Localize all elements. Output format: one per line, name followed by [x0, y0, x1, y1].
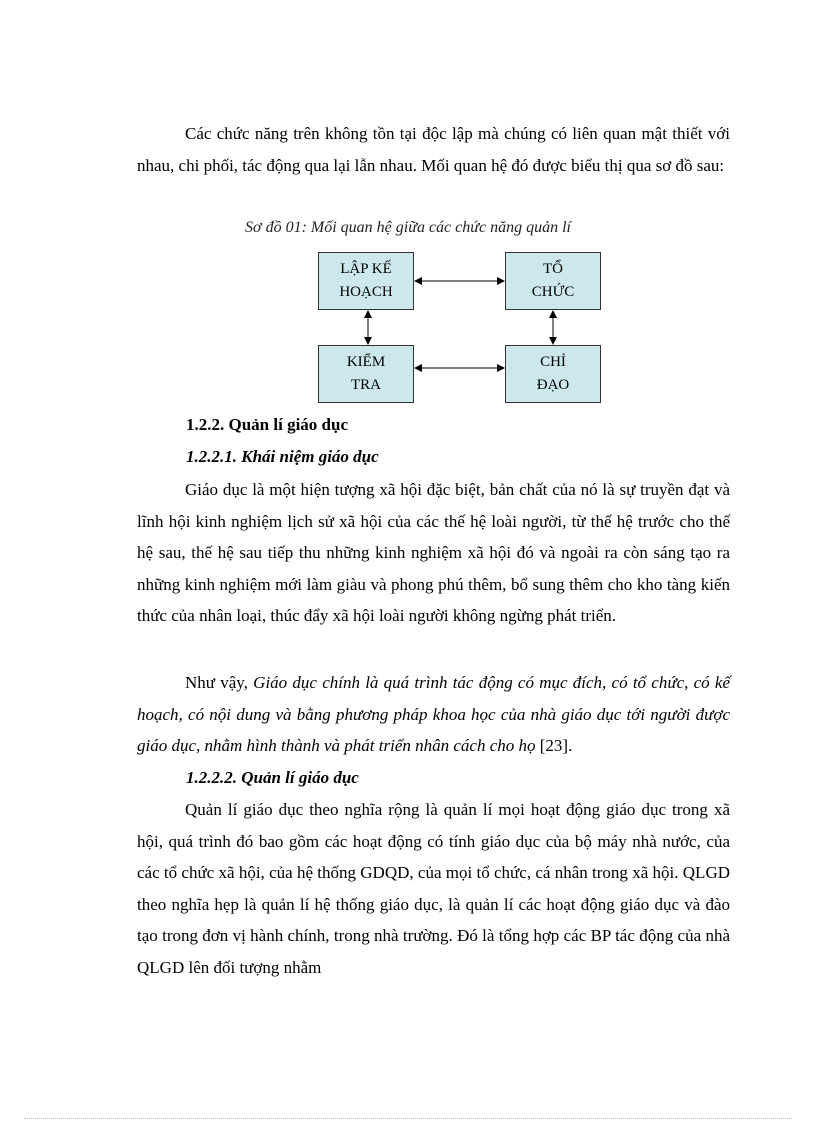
box-control-line1: KIỂM — [346, 354, 386, 370]
box-plan-line2: HOẠCH — [339, 284, 393, 300]
box-direct-line1: CHỈ — [540, 354, 566, 370]
intro-paragraph: Các chức năng trên không tồn tại độc lập mà chúng có liên quan mật thiết với nhau, chi phối, tác động qua lại lẫn nhau. Mối quan hệ đó được biểu thị qua sơ đồ sau: — [137, 124, 730, 175]
section-1221-para1: Giáo dục là một hiện tượng xã hội đặc biệt, bản chất của nó là sự truyền đạt và lĩnh hội kinh nghiệm lịch sử xã hội của các thế hệ loài người, từ thế hệ trước cho thế hệ sau, thế hệ sau tiếp thu những kinh nghiệm xã hội đó và ngoài ra còn sáng tạo ra những kinh nghiệm mới làm giàu và phong phú thêm, bổ sung thêm cho kho tàng kiến thức của nhân loại, thúc đẩy xã hội loài người không ngừng phát triển. — [137, 480, 730, 625]
box-control — [318, 345, 414, 403]
section-1222-para1: Quản lí giáo dục theo nghĩa rộng là quản lí mọi hoạt động giáo dục trong xã hội, quá trình đó bao gồm các hoạt động có tính giáo dục của bộ máy nhà nước, của các tổ chức xã hội, của hệ thống GDQD, của mọi tổ chức, cá nhân trong xã hội. QLGD theo nghĩa hẹp là quản lí hệ thống giáo dục, là quản lí các hoạt động giáo dục và đào tạo trong đơn vị hành chính, trong nhà trường. Đó là tổng hợp các BP tác động của nhà QLGD lên đối tượng nhằm — [137, 800, 730, 977]
para2-definition: Giáo dục chính là quá trình tác động có mục đích, có tổ chức, có kế hoạch, có nội dung và bằng phương pháp khoa học của nhà giáo dục tới người được giáo dục, nhằm hình thành và phát triển nhân cách cho họ — [137, 673, 731, 755]
box-control-line2: TRA — [350, 377, 381, 393]
box-plan-line1: LẬP KẾ — [340, 261, 392, 277]
section-1221-title: 1.2.2.1. Khái niệm giáo dục — [186, 447, 379, 466]
box-direct-line2: ĐẠO — [536, 377, 570, 393]
box-organize-line1: TỔ — [542, 261, 563, 277]
para2-reference: [23]. — [535, 736, 573, 755]
section-122-title: 1.2.2. Quản lí giáo dục — [186, 415, 349, 434]
section-1221-para2 — [137, 667, 730, 762]
page-bottom-divider — [24, 1118, 792, 1119]
box-plan — [318, 252, 414, 310]
box-organize — [505, 252, 601, 310]
box-organize-line2: CHỨC — [531, 284, 575, 300]
box-direct — [505, 345, 601, 403]
section-1222-title: 1.2.2.2. Quản lí giáo dục — [186, 768, 359, 787]
para2-lead: Như vậy, — [185, 673, 254, 692]
diagram-caption: Sơ đồ 01: Mối quan hệ giữa các chức năng quản lí — [245, 219, 571, 236]
